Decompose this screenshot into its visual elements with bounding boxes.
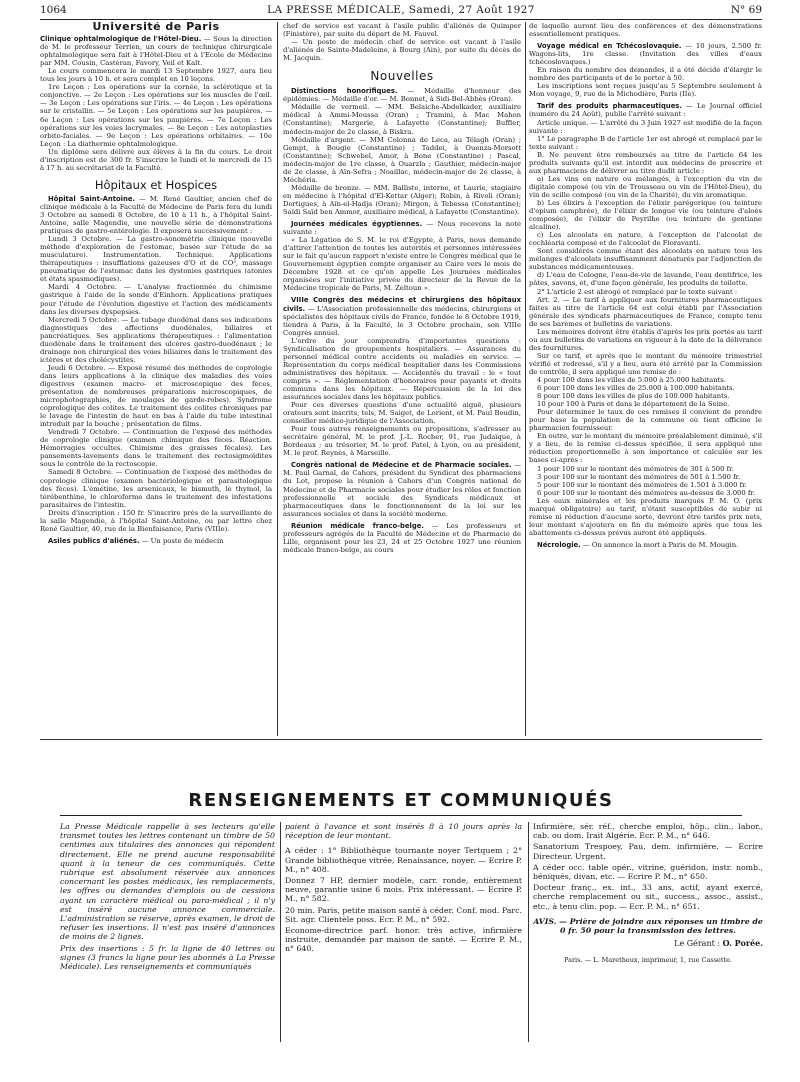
classified-ad: A céder occ. table opér., vitrine, guéridon, instr. nomb., béniqués, divan, etc. — Ecrire P. M., n° 650. — [533, 862, 763, 882]
paragraph: paient à l'avance et sont insérés 8 à 10 jours après la réception de leur montant. — [285, 822, 522, 841]
paragraph: Les mémoires doivent être établis d'après les prix portés au tarif ou aux bulletins de variations en vigueur à la date de la délivrance des fournitures. — [529, 327, 762, 352]
section-title-nouvelles: Nouvelles — [370, 69, 434, 84]
classifieds-middle — [285, 822, 522, 1072]
article-egypt — [283, 220, 521, 236]
page-number: 1064 — [40, 4, 67, 16]
renseignements-title: RENSEIGNEMENTS ET COMMUNIQUÉS — [188, 790, 614, 811]
paragraph: 10 pour 100 à Paris et dans le département de la Seine. — [537, 400, 730, 409]
paragraph: Jeudi 6 Octobre. — Exposé résumé des méthodes de coprologie dans leurs applications à la clinique des maladies des voies digestives (examen macro- et microscopique des fèces, présentation de nombreuses préparations microscopiques, de microphotographies, de moulages de garde-robes). Syndrome coprologique des colites. Le traitement des colites chroniques par le lavage de l'intestin de haut en bas à l'aide du tube intestinal introduit par la bouche ; présentation de films. — [40, 363, 272, 429]
paragraph: Article unique. — L'arrêté du 3 Juin 1927 est modifié de la façon suivante : — [529, 118, 762, 135]
classified-ad: A céder : 1° Bibliothèque tournante noyer Tertquem ; 2° Grande bibliothèque vitrée, Renaissance, noyer. — Ecrire P. M., n° 408. — [285, 846, 522, 874]
classifieds-intro — [60, 822, 275, 1072]
paragraph: 8 pour 100 dans les villes de plus de 100.000 habitants. — [537, 392, 730, 401]
classifieds-right — [533, 822, 763, 1072]
section-title-hopitaux: Hôpitaux et Hospices — [94, 177, 218, 192]
paragraph: Pour déterminer le taux de ces remises il convient de prendre pour base la population de la commune où tient officine le pharmacien fournisseur. — [529, 408, 762, 433]
article-tarif — [529, 102, 762, 118]
paragraph: 4 pour 100 dans les villes de 5.000 à 25.000 habitants. — [537, 376, 726, 385]
paragraph: Vendredi 7 Octobre. — Continuation de l'exposé des méthodes de coprologie clinique (examen chimique des fèces. Réaction. Hémorragies occultes. Chimisme des graisses fécales). Les pansements-lavements dans le traitement des rectosigmoïdites sous le contrôle de la rectoscopie. — [40, 428, 272, 469]
article-title: Hôpital Saint-Antoine. — [48, 194, 136, 203]
paragraph: 5 pour 100 sur le montant des mémoires de 1.501 à 3.000 fr. — [537, 480, 747, 489]
avis-notice: AVIS. — Prière de joindre aux réponses un timbre de 0 fr. 50 pour la transmission des lettres. — [533, 916, 763, 936]
article-title: Congrès national de Médecine et de Pharmacie sociales. — [291, 461, 512, 470]
paragraph: Art. 2. — Le tarif à appliquer aux fournitures pharmaceutiques faites au titre de l'article 64 est celui établi par l'Association générale des syndicats pharmaceutiques de France, compte tenu de ses barèmes et bulletins de variations. — [529, 295, 762, 328]
paragraph: Le cours commencera le mardi 13 Septembre 1927, aura lieu tous les jours à 10 h. et sera complet en 10 leçons. — [40, 67, 272, 84]
classified-ad: 20 min. Paris, petite maison santé à céder. Conf. mod. Parc. Sit. agr. Clientèle poss. Ecr. P. M., n° 592. — [285, 905, 522, 924]
classified-ad: Infirmière, sér. réf., cherche emploi, hôp., clin., labor., cab. ou dom. Irait Algérie. Ecr. P. M., n° 646. — [533, 822, 763, 841]
column-divider — [277, 22, 278, 736]
column-divider — [528, 822, 529, 1042]
article-text: — Les professeurs et professeurs agrégés de la Faculté de Médecine et de Pharmacie de Lille, organisent pour les 23, 24 et 25 Octobre 1927 une réunion médicale franco-belge, au cours — [283, 521, 521, 554]
paragraph: Pour ces diverses questions d'une actualité aiguë, plusieurs orateurs sont inscrits, tels, M. Saiget, de Lorient, et M. Paul Boudin, conseiller médico-juridique de l'Association. — [283, 401, 521, 426]
paragraph: Un diplôme sera délivré aux élèves à la fin du cours. Le droit d'inscription est de 300 fr. S'inscrire le lundi et le mercredi de 15 à 17 h. au secrétariat de la Faculté. — [40, 147, 272, 172]
section-rule — [40, 739, 762, 740]
paragraph: chef de service est vacant à l'asile public d'aliénés de Quimper (Finistère), par suite du départ de M. Fauvel. — [283, 22, 521, 39]
article-text: — Médaille d'honneur des épidémies. — Médaille d'or. — M. Bonnet, à Sidi-Bel-Abbès (Oran). — [283, 87, 521, 104]
article-title: Tarif des produits pharmaceutiques. — [537, 102, 682, 111]
article-pharmacie — [283, 461, 521, 517]
paragraph: 1° Le paragraphe B de l'article 1er est abrogé et remplacé par le texte suivant : — [529, 134, 762, 151]
paragraph: 2° L'article 2 est abrogé et remplacé par le texte suivant : — [537, 287, 738, 296]
classified-ad: Donnez 7 HP, dernier modèle, carr. ronde, entièrement neuve, garantie usine 6 mois. Prix intéressant. — Ecrire P. M., n° 582. — [285, 876, 522, 904]
article-title: Distinctions honorifiques. — [291, 87, 398, 96]
paragraph: Sur ce tarif, et après que le montant du mémoire trimestriel vérifié et redressé, s'il y a lieu, aura été arrêté par la Commission de contrôle, il sera appliqué une remise de : — [529, 351, 762, 376]
article-viii-congres — [283, 296, 521, 336]
article-text: — L'Association professionnelle des médecins, chirurgiens et spécialistes des hôpitaux civils de France, fondée le 8 Octobre 1919, tiendra à Paris, à la Faculté, le 3 Octobre prochain, son VIIIe Congrès annuel. — [283, 304, 521, 337]
paragraph: En outre, sur le montant du mémoire préalablement diminué, s'il y a lieu, de la remise ci-dessus spécifiée, il sera appliqué une réduction proportionnelle à son importance et calculée sur les bases ci-après : — [529, 432, 762, 465]
paragraph: En raison du nombre des demandes, il a été décidé d'élargir le nombre des participants et de le porter à 50. — [529, 66, 762, 83]
article-title: Asiles publics d'aliénés. — [48, 536, 140, 545]
article-title: Journées médicales égyptiennes. — [291, 220, 423, 229]
paragraph: Médaille d'argent. — MM Colonna de Leca, au Télagh (Oran) ; Gempt, à Bougie (Constantine) ; Taddei, à Ouenza-Morsott (Constantine); Schwebel, Amor, à Bone (Constantine) ; Pascal, médecin-major de 1re classe, à Ouarzla ; Gauthier, médecin-major de 2e classe, à Aïn-Sefra ; Noaillac, médecin-major de 2e classe, à Méchéria. — [283, 135, 521, 184]
paragraph: L'ordre du jour comprendra d'importantes questions : Syndicalisation de groupements hospitaliers. — Assurances du personnel médical contre accidents ou maladies en service. — Représentation du corps médical hospitalier dans les Commissions administratives des hôpitaux. — Accidentés du travail : le « tout compris ». — Réglementation d'honoraires pour payants et droits communs dans les hôpitaux. — Répercussion de la loi des assurances sociales dans les hôpitaux publics. — [283, 336, 521, 402]
paragraph: Sont considérés comme étant des alcoolats en nature tous les mélanges d'alcoolats insuffisamment dénaturés par l'adjonction de substances médicamenteuses. — [529, 247, 762, 272]
paragraph: Droits d'inscription : 150 fr. S'inscrire près de la surveillante de la salle Magendie, à l'hôpital Saint-Antoine, ou par lettre chez René Gaultier, 40, rue de la Bienfaisance, Paris (VIIIe). — [40, 508, 272, 533]
paragraph: Lundi 3 Octobre. — La gastro-sonométrie clinique (nouvelle méthode d'exploration de l'estomac, basée sur l'étude de sa musculature). Instrumentation. Technique. Applications thérapeutiques : insufflations gazeuses d'O et de CO², massage pneumatique de l'estomac dans les dystonies gastriques (atonies et états spasmodiques). — [40, 235, 272, 284]
issue-number: N° 69 — [730, 4, 762, 16]
paragraph: Les inscriptions sont reçues jusqu'au 5 Septembre seulement à Mon voyage, 9, rue de la Michodière, Paris (IIe). — [529, 82, 762, 99]
article-saint-antoine — [40, 195, 272, 235]
page-header — [40, 4, 762, 20]
article-necrologie — [529, 541, 762, 549]
column-1 — [40, 22, 272, 737]
paragraph: de laquelle auront lieu des conférences et des démonstrations essentiellement pratiques. — [529, 22, 762, 39]
renseignements-rule — [60, 815, 742, 816]
paragraph: Samedi 8 Octobre. — Continuation de l'exposé des méthodes de coprologie clinique (examen bactériologique et parasitologique des fèces). L'émétine, les arsenicaux, le bismuth, le thymol, la térébenthine, le chloroforme dans le traitement des infestations parasitaires de l'intestin. — [40, 468, 272, 509]
column-divider — [525, 22, 526, 736]
paragraph: Les eaux minérales et les produits marqués P. M. O. (prix marqué obligatoire) au tarif, n'étant susceptibles de subir ni remise ni réduction d'aucune sorte, devront être tarifés prix nets, leur montant s'ajoutera en fin du mémoire après que tous les abattements ci-dessus prévus auront été appliqués. — [529, 496, 762, 537]
article-voyage — [529, 42, 762, 66]
paragraph: Médaille de bronze. — MM. Balliste, interne, et Laurie, stagiaire en médecine à l'hôpital d'El-Kettar (Alger); Robin, à Rivoli (Oran); Dortigues, à Aïn-el-Hadja (Oran); Mirgon, à Tebessa (Constantine); Saïdi Saïd ben Ammor, auxiliaire médical, à Lafayette (Constantine). — [283, 183, 521, 216]
paragraph: b) Les élixirs à l'exception de l'élixir parégorique (ou teinture d'opium camphrée), de l'élixir de longue vie (ou teinture d'aloès composée), de l'élixir de Peyrilhe (ou teinture de gentiane alcaline). — [529, 198, 762, 232]
imprimeur-line: Paris. — L. Maretheux, imprimeur, 1, rue Cassette. — [563, 956, 733, 965]
article-title: Nécrologie. — [537, 540, 581, 549]
article-title: Voyage médical en Tchécoslovaquie. — [537, 42, 682, 51]
section-title-universite: Université de Paris — [92, 22, 220, 33]
gerant-line — [533, 939, 763, 948]
article-text: — On annonce la mort à Paris de M. Mougin. — [582, 540, 739, 549]
article-text: — 10 jours, 2.500 fr. Wagons-lits, 1re classe. (Invitation des villes d'eaux tchécoslovaques.) — [529, 42, 762, 67]
paragraph: 1 pour 100 sur le montant des mémoires de 301 à 500 fr. — [537, 464, 734, 473]
classified-ad: Sanatorium Trespoey, Pau, dem. infirmière. — Ecrire Directeur. Urgent. — [533, 842, 763, 861]
article-distinctions — [283, 87, 521, 103]
paragraph: Mardi 4 Octobre. — L'analyse fractionnée du chimisme gastrique à l'aide de la sonde d'Einhorn. Applications pratiques pour l'étude de l'évolution digestive et l'action des médicaments dans les diverses dyspepsies. — [40, 283, 272, 316]
paragraph: 6 pour 100 dans les villes de 25.000 à 100.000 habitants. — [537, 384, 735, 393]
classified-ad: Docteur franç., ex. int., 33 ans, actif, ayant exercé, cherche remplacement ou sit., success., assoc., assist., etc., à tenu clin. pop. — Ecr. P. M., n° 651. — [533, 883, 763, 911]
paragraph: — Un poste de médecin chef de service est vacant à l'asile d'aliénés de Sainte-Madeleine, à Bourg (Ain), par suite du décès de M. Jacquin. — [283, 38, 521, 63]
paragraph: B. Ne peuvent être remboursés au titre de l'article 64 les produits suivants qu'il est interdit aux médecins de prescrire et aux pharmaciens de délivrer au titre dudit article : — [529, 150, 762, 175]
article-text: — M. René Gaultier, ancien chef de clinique médicale à la Faculté de Médecine de Paris fera du lundi 3 Octobre au samedi 8 Octobre, de 10 à 11 h., à l'hôpital Saint-Antoine, salle Magendie, une nouvelle série de démonstrations pratiques de gastro-entérologie. Il exposera successivement : — [40, 194, 272, 236]
article-reunion — [283, 522, 521, 554]
paragraph: La Presse Médicale rappelle à ses lecteurs qu'elle transmet toutes les lettres contenant un timbre de 50 centimes aux titulaires des annonces qui répondent directement. Elle ne prend aucune responsabilité quant à la teneur de ces communiqués. Cette rubrique est absolument réservée aux annonces concernant les postes médicaux, les remplacements, les offres ou demandes d'emplois ou de cessions ayant un caractère médical ou para-médical ; il n'y est inséré aucune annonce commerciale. L'administration se réserve, après examen, le droit de refuser les insertions. Il n'est pas inséré d'annonces de moins de 2 lignes. — [60, 822, 275, 942]
journal-title: LA PRESSE MÉDICALE, Samedi, 27 Août 1927 — [267, 4, 535, 16]
paragraph: Médaille de vermeil. — MM. Belaiche-Abdelkader, auxiliaire médical à Ammi-Moussa (Oran) ; Tramini, à Mac Mahon (Constantine); Margerie, à Lafayette (Constantine); Buffler, médecin-major de 2e classe, à Biskra. — [283, 103, 521, 136]
article-text: — Sous la direction de M. le professeur Terrien, un cours de technique chirurgicale ophtalmologique sera fait à l'Hôtel-Dieu et à l'Ecole de Médecine par MM. Cousin, Castéran, Favory, Veil et Kalt. — [40, 35, 272, 68]
header-rule — [40, 19, 762, 20]
gerant-name: O. Porée. — [722, 938, 763, 949]
paragraph: « La Légation de S. M. le roi d'Egypte, à Paris, nous demande d'attirer l'attention de toutes les autorités et personnes intéressées sur le fait qu'aucun rapport n'existe entre le Congrès médical que le Gouvernement égyptien compte organiser au Caire vers le mois de Décembre 1928 et ce qu'on appelle Les Journées médicales organisées sur l'initiative privée du directeur de la Revue de la Médecine tropicale de Paris, M. Zeltoun ». — [283, 236, 521, 293]
column-divider — [280, 822, 281, 1042]
article-text: — M. Paul Garnal, de Cahors, président du Syndicat des pharmaciens du Lot, propose la réunion à Cahors d'un Congrès national de Médecine et de Pharmacie sociales pour étudier les rôles et fonction professionnelle et sociale des Syndicats médicaux et pharmaceutiques dans le fonctionnement de la loi sur les assurances sociales et dans la société moderne. — [283, 461, 521, 518]
column-3 — [529, 22, 762, 737]
paragraph: 1re Leçon : Les opérations sur la cornée, la sclérotique et la conjonctive. — 2e Leçon : Les opérations sur les muscles de l'œil. — 3e Leçon : Les opérations sur l'iris. — 4e Leçon : Les opérations sur le cristallin. — 5e Leçon : Les opérations sur les paupières. — 6e Leçon : Les opérations sur les paupières. — 7e Leçon : Les opérations sur les voies lacrymales. — 8e Leçon : Les autoplasties orbito-faciales. — 9e Leçon : Les opérations orbitaires. — 10e Leçon : La diathermie ophtalmologique. — [40, 83, 272, 148]
paragraph: 6 pour 100 sur le montant des mémoires au-dessus de 3.000 fr. — [537, 488, 756, 497]
paragraph: c) Les alcoolats en nature, à l'exception de l'alcoolat de cochléaria composé et de l'alcoolat de Fioravanti. — [529, 231, 762, 248]
paragraph: d) L'eau de Cologne, l'eau-de-vie de lavande, l'eau dentifrice, les pâtes, savons, et, d'une façon générale, les produits de toilette. — [529, 271, 762, 288]
paragraph: 3 pour 100 sur le montant des mémoires de 501 à 1.500 fr. — [537, 472, 741, 481]
article-title: Clinique ophtalmologique de l'Hôtel-Dieu. — [40, 35, 202, 44]
article-text: — Un poste de médecin — [141, 536, 224, 545]
article-text: — Le Journal officiel (numéro du 24 Août), publie l'arrêté suivant : — [529, 102, 762, 119]
paragraph: Prix des insertions : 5 fr. la ligne de 40 lettres ou signes (3 francs la ligne pour les abonnés à La Presse Médicale). Les renseignements et communiqués — [60, 943, 275, 972]
article-asiles — [40, 537, 272, 545]
article-title: Réunion médicale franco-belge. — [291, 521, 424, 530]
article-title: VIIIe Congrès des médecins et chirurgiens des hôpitaux civils. — [283, 296, 521, 313]
paragraph: Pour tous autres renseignements ou propositions, s'adresser au secrétaire général, M. le prof. J.-L. Rocher, 91, rue Judaïque, à Bordeaux ; au trésorier, M. le prof. Patel, à Lyon, ou au président, M. le prof. Reynès, à Marseille. — [283, 425, 521, 458]
gerant-label: Le Gérant : — [674, 939, 721, 949]
article-ophtalmo — [40, 35, 272, 67]
paragraph: Mercredi 5 Octobre. — Le tubage duodénal dans ses indications diagnostiques des affections duodénales, biliaires et pancréatiques. Ses applications thérapeutiques : l'alimentation duodénale dans le traitement des ulcères gastro-duodénaux ; le drainage non chirurgical des voies biliaires dans le traitement des ictères et des cholécystites. — [40, 315, 272, 364]
paragraph: a) Les vins en nature ou mélangés, à l'exception du vin de digitale composé (ou vin de Trousseau ou vin de l'Hôtel-Dieu), du vin de scille composé (ou vin de la Charité), du vin aromatique. — [529, 174, 762, 199]
column-2 — [283, 22, 521, 737]
classified-ad: Econome-directrice parf. honor. très active, infirmière instruite, demandée par maison de santé. — Ecrire P. M., n° 640. — [285, 926, 522, 954]
article-text: — Nous recevons la note suivante : — [283, 220, 521, 237]
